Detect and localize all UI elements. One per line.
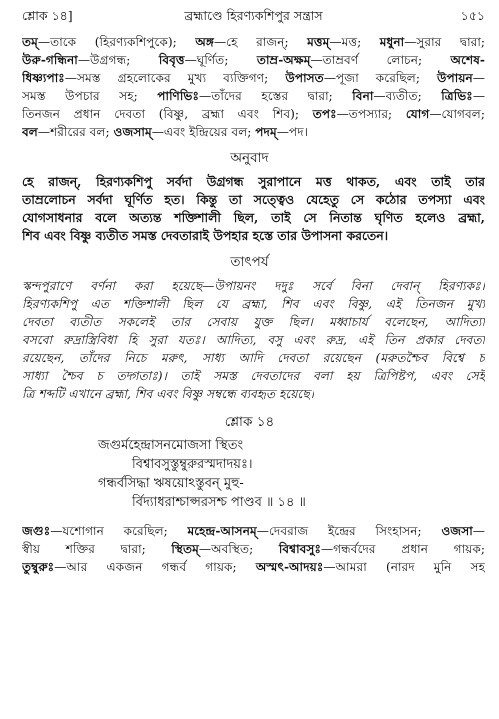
- sanskrit-term: মত্তম্: [307, 35, 330, 49]
- synonym-line: [22, 123, 308, 141]
- verse-heading: শ্লোক ১৪: [224, 414, 275, 430]
- page-number: ১৫১: [460, 8, 485, 23]
- synonym-line: [22, 69, 485, 87]
- sanskrit-term: ধিষ্ণ্যপাঃ: [22, 71, 65, 85]
- term-meaning: —যোগবল;: [429, 107, 485, 121]
- sanskrit-term: তপঃ: [312, 107, 337, 121]
- term-meaning: —: [472, 89, 485, 103]
- term-meaning: —সুরার দ্বারা;: [404, 35, 485, 49]
- synonym-line: [22, 51, 485, 69]
- term-meaning: —মত্ত;: [329, 35, 380, 49]
- purport-line: সাধ্যা শ্চৈব চ তদ্গতাঃ)। তাই সমস্ত দেবতাদের বলা হয় ত্রিপিষ্টপ, এবং সেই: [22, 369, 485, 383]
- term-meaning: —: [472, 71, 485, 85]
- term-meaning: —গন্ধর্বদের প্রধান গায়ক;: [320, 542, 485, 556]
- sanskrit-term: ওজসা: [441, 524, 473, 538]
- term-meaning: তিনজন প্রধান দেবতা (বিষ্ণু, ব্রহ্মা এবং শিব);: [22, 107, 313, 121]
- purport-line: স্কন্দপুরাণে বর্ণনা করা হয়েছে—উপায়নং দদুঃ সর্বে বিনা দেবান্ হিরণ্যকঃ।: [22, 279, 485, 293]
- verse-line: জগুর্মহেন্দ্রাসনমোজসা স্থিতং: [98, 438, 244, 453]
- running-header: [22, 8, 485, 28]
- term-meaning: —ব্যতীত;: [373, 89, 442, 103]
- term-meaning: —তাম্রবর্ণ লোচন;: [310, 53, 451, 67]
- verse-line: বিশ্বাবসুস্তুম্বুরুরস্মদাদয়ঃ।: [132, 457, 253, 472]
- sanskrit-term: তুম্বুরুঃ: [22, 560, 55, 574]
- term-meaning: —যশোগান করেছিল;: [50, 524, 188, 538]
- term-meaning: সমস্ত উপচার সহ;: [22, 89, 158, 103]
- term-meaning: —পদ।: [276, 125, 308, 139]
- sanskrit-term: অস্মৎ-আদয়ঃ: [255, 560, 324, 574]
- sanskrit-term: পাণিভিঃ: [157, 89, 199, 103]
- sanskrit-term: বিশ্বাবসুঃ: [278, 542, 321, 556]
- translation-line: তাম্রলোচন সর্বদা ঘূর্ণিত হত। কিন্তু তা সত্ত্বেও যেহেতু সে কঠোর তপস্যা এবং: [22, 192, 485, 207]
- term-meaning: স্বীয় শক্তির দ্বারা;: [22, 542, 172, 556]
- sanskrit-term: বিবৃত্ত: [158, 53, 185, 67]
- sanskrit-term: বিনা: [352, 89, 374, 103]
- sanskrit-term: পদম্: [255, 125, 277, 139]
- sanskrit-term: উপায়ন: [437, 71, 473, 85]
- translation-line: যোগসাধনার বলে অত্যন্ত শক্তিশালী ছিল, তাই সে নিতান্ত ঘৃণিত হলেও ব্রহ্মা,: [22, 210, 485, 225]
- term-meaning: —দেবরাজ ইন্দ্রের সিংহাসন;: [256, 524, 442, 538]
- synonym-line: [22, 87, 485, 105]
- sanskrit-term: যোগ: [405, 107, 430, 121]
- term-meaning: —সমস্ত গ্রহলোকের মুখ্য ব্যক্তিগণ;: [64, 71, 286, 85]
- sanskrit-term: অঙ্গ: [195, 35, 214, 49]
- purport-line: দেবতা ব্যতীত সকলেই তার সেবায় যুক্ত ছিল। মধ্বাচার্য বলেছেন, আদিত্যা: [22, 315, 485, 329]
- term-meaning: —শরীরের বল;: [37, 125, 114, 139]
- synonym-line: [22, 540, 485, 558]
- verse-line: র্বিদ্যাধরাশ্চাপ্সরসশ্চ পাণ্ডব ॥ ১৪ ॥: [132, 495, 306, 510]
- verse-line: গন্ধর্বসিদ্ধা ঋষয়োঽস্তুবন্ মুহু-: [98, 476, 244, 491]
- purport-line: বসবো রুদ্রাস্ত্রিবিধা হি সুরা যতঃ। আদিত্য, বসু এবং রুদ্র, এই তিন প্রকার দেবতা: [22, 333, 485, 347]
- sanskrit-term: অশেষ-: [450, 53, 485, 67]
- term-meaning: —আর একজন গন্ধর্ব গায়ক;: [54, 560, 256, 574]
- sanskrit-term: স্থিতম্: [171, 542, 199, 556]
- synonym-line: [22, 522, 485, 540]
- term-meaning: —হে রাজন্;: [213, 35, 308, 49]
- verse-number-header: শ্লোক ১৪]: [22, 8, 73, 23]
- sanskrit-term: তাম্র-অক্ষম্: [256, 53, 311, 67]
- term-meaning: —ঘূর্ণিত;: [184, 53, 257, 67]
- synonym-line: [22, 105, 485, 123]
- sanskrit-term: তম্: [22, 35, 38, 49]
- term-meaning: —তপস্যার;: [336, 107, 406, 121]
- purport-line: ত্রি শব্দটি এখানে ব্রহ্মা, শিব এবং বিষ্ণু সম্বন্ধে ব্যবহৃত হয়েছে।: [22, 387, 315, 401]
- synonym-line: [22, 558, 485, 576]
- synonym-line: [22, 33, 485, 51]
- term-meaning: —তাকে (হিরণ্যকশিপুকে);: [37, 35, 196, 49]
- term-meaning: —অবস্থিত;: [198, 542, 279, 556]
- purport-line: রয়েছেন, তাঁদের নিচে মরুৎ, সাধ্য আদি দেবতা রয়েছেন (মরুতশ্চৈব বিশ্বে চ: [22, 351, 485, 365]
- term-meaning: —: [472, 524, 485, 538]
- sanskrit-term: ত্রিভিঃ: [441, 89, 473, 103]
- term-meaning: —এবং ইন্দ্রিয়ের বল;: [151, 125, 256, 139]
- translation-line: শিব এবং বিষ্ণু ব্যতীত সমস্ত দেবতারাই উপহার হস্তে তার উপাসনা করতেন।: [22, 228, 389, 243]
- term-meaning: —পূজা করেছিল;: [323, 71, 438, 85]
- translation-line: হে রাজন্, হিরণ্যকশিপু সর্বদা উগ্রগন্ধ সুরাপানে মত্ত থাকত, এবং তাই তার: [22, 174, 485, 189]
- sanskrit-term: ওজসাম্: [113, 125, 152, 139]
- purport-heading: তাৎপর্য: [230, 254, 269, 270]
- sanskrit-term: জগুঃ: [22, 524, 51, 538]
- sanskrit-term: উরু-গন্ধিনা: [22, 53, 78, 67]
- term-meaning: —উগ্রগন্ধ;: [77, 53, 159, 67]
- chapter-title-header: ব্রহ্মাণ্ডে হিরণ্যকশিপুর সন্ত্রাস: [184, 8, 323, 23]
- sanskrit-term: উপাসত: [285, 71, 324, 85]
- term-meaning: —আমরা (নারদ মুনি সহ: [323, 560, 485, 574]
- sanskrit-term: মহেন্দ্র-আসনম্: [187, 524, 257, 538]
- sanskrit-term: বল: [22, 125, 38, 139]
- translation-heading: অনুবাদ: [230, 150, 269, 166]
- purport-line: হিরণ্যকশিপু এত শক্তিশালী ছিল যে ব্রহ্মা, শিব এবং বিষ্ণু, এই তিনজন মুখ্য: [22, 297, 485, 311]
- term-meaning: —তাঁদের হস্তের দ্বারা;: [199, 89, 353, 103]
- sanskrit-term: মধুনা: [379, 35, 405, 49]
